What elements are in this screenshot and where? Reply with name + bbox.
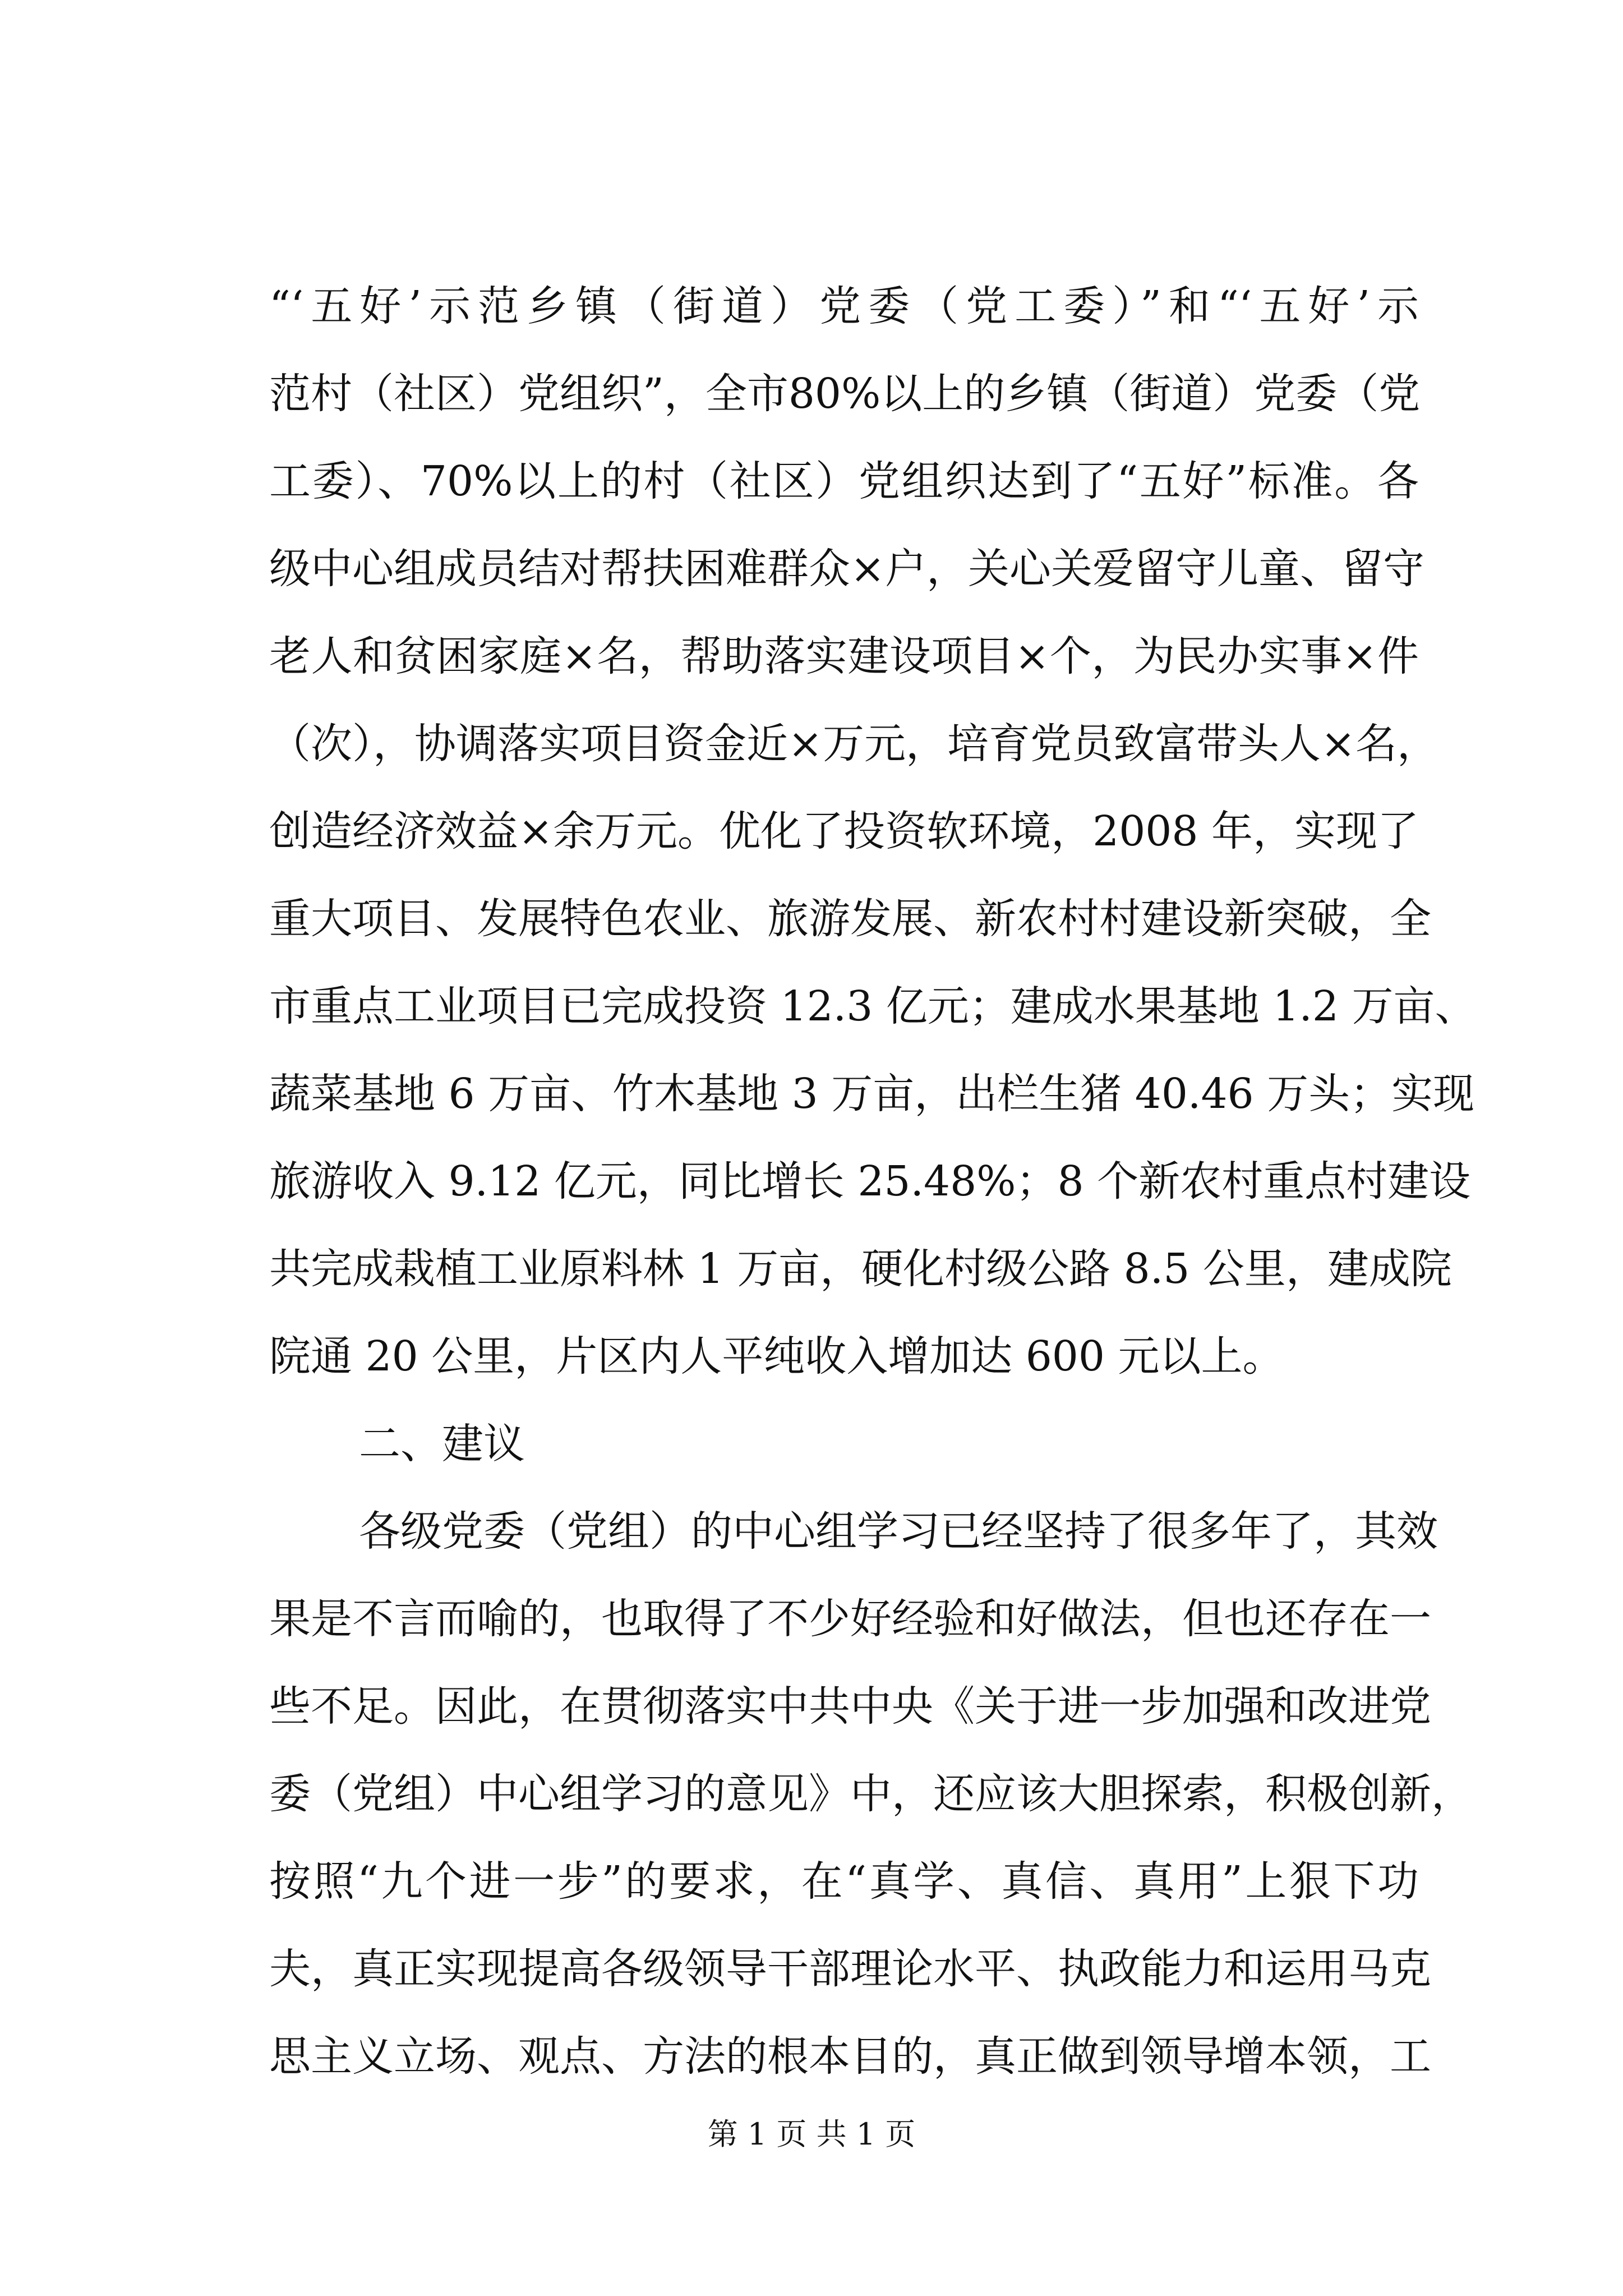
body-line: 夫，真正实现提高各级领导干部理论水平、执政能力和运用马克 bbox=[269, 1945, 1431, 1993]
body-line: 重大项目、发展特色农业、旅游发展、新农村村建设新突破，全 bbox=[269, 895, 1431, 943]
body-line: 共完成栽植工业原料林 1 万亩，硬化村级公路 8.5 公里，建成院 bbox=[269, 1245, 1452, 1293]
body-line: 蔬菜基地 6 万亩、竹木基地 3 万亩，出栏生猪 40.46 万头；实现 bbox=[269, 1070, 1475, 1118]
body-line: 思主义立场、观点、方法的根本目的，真正做到领导增本领，工 bbox=[269, 2032, 1431, 2081]
body-line: “‘五好’示范乡镇（街道）党委（党工委）”和“‘五好’示 bbox=[269, 282, 1419, 330]
body-line: 些不足。因此，在贯彻落实中共中央《关于进一步加强和改进党 bbox=[269, 1682, 1431, 1731]
body-line: 市重点工业项目已完成投资 12.3 亿元；建成水果基地 1.2 万亩、 bbox=[269, 982, 1477, 1030]
body-line: 旅游收入 9.12 亿元，同比增长 25.48%；8 个新农村重点村建设 bbox=[269, 1157, 1471, 1205]
section-heading: 二、建议 bbox=[359, 1420, 525, 1468]
body-line: 按照“九个进一步”的要求，在“真学、真信、真用”上狠下功 bbox=[269, 1857, 1419, 1906]
body-line: 院通 20 公里，片区内人平纯收入增加达 600 元以上。 bbox=[269, 1332, 1284, 1381]
body-line: 各级党委（党组）的中心组学习已经坚持了很多年了，其效 bbox=[359, 1507, 1438, 1556]
body-line: （次），协调落实项目资金近×万元，培育党员致富带头人×名， bbox=[269, 720, 1439, 768]
body-line: 范村（社区）党组织”，全市80%以上的乡镇（街道）党委（党 bbox=[269, 370, 1421, 418]
body-line: 果是不言而喻的，也取得了不少好经验和好做法，但也还存在一 bbox=[269, 1595, 1431, 1643]
document-body bbox=[269, 263, 1477, 2100]
body-line: 老人和贫困家庭×名，帮助落实建设项目×个，为民办实事×件 bbox=[269, 632, 1419, 680]
body-line: 委（党组）中心组学习的意见》中，还应该大胆探索，积极创新， bbox=[269, 1770, 1473, 1818]
body-line: 工委）、70%以上的村（社区）党组织达到了“五好”标准。各 bbox=[269, 457, 1419, 505]
body-line: 级中心组成员结对帮扶困难群众×户，关心关爱留守儿童、留守 bbox=[269, 545, 1425, 593]
body-line: 创造经济效益×余万元。优化了投资软环境，2008 年，实现了 bbox=[269, 807, 1419, 855]
page-footer: 第 1 页 共 1 页 bbox=[707, 2116, 916, 2152]
